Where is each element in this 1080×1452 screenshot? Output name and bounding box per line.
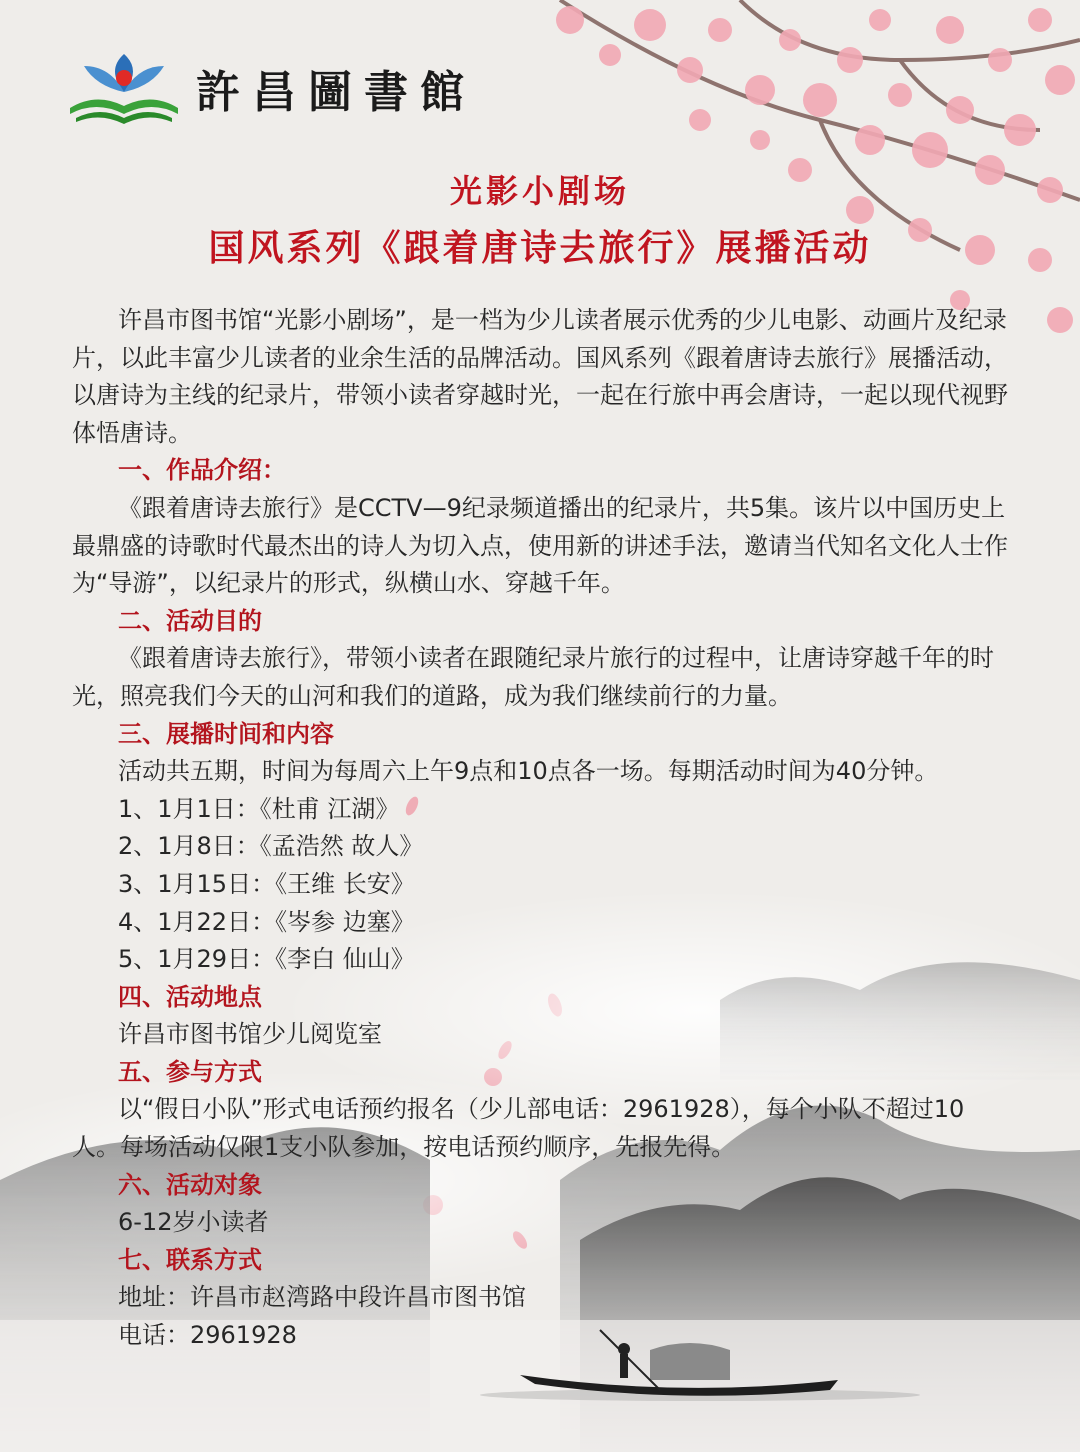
library-logo-text: 許昌圖書館 [196,67,476,118]
schedule-item: 2、1月8日：《孟浩然 故人》 [118,832,424,861]
schedule-item: 1、1月1日：《杜甫 江湖》 [118,794,400,823]
section-heading: 五、参与方式 [118,1057,262,1086]
schedule-item: 3、1月15日：《王维 长安》 [118,869,415,898]
section-paragraph: 《跟着唐诗去旅行》是CCTV—9纪录频道播出的纪录片，共5集。该片以中国历史上最鼎盛的诗歌时代最杰出的诗人为切入点，使用新的讲述手法，邀请当代知名文化人士作为“导游”，以纪录片的形式，纵横山水、穿越千年。 [72,493,1008,598]
article-body [72,302,1012,1355]
section-heading: 四、活动地点 [118,982,262,1011]
section-heading: 二、活动目的 [118,606,262,635]
section-paragraph: 《跟着唐诗去旅行》，带领小读者在跟随纪录片旅行的过程中，让唐诗穿越千年的时光，照亮我们今天的山河和我们的道路，成为我们继续前行的力量。 [72,644,994,710]
contact-phone: 电话：2961928 [118,1321,297,1350]
intro-paragraph: 许昌市图书馆“光影小剧场”，是一档为少儿读者展示优秀的少儿电影、动画片及纪录片，以此丰富少儿读者的业余生活的品牌活动。国风系列《跟着唐诗去旅行》展播活动，以唐诗为主线的纪录片，带领小读者穿越时光，一起在行旅中再会唐诗，一起以现代视野体悟唐诗。 [72,306,1008,447]
page-subtitle: 国风系列《跟着唐诗去旅行》展播活动 [208,228,872,269]
section-heading: 三、展播时间和内容 [118,719,334,748]
lotus-book-icon [66,48,182,130]
section-paragraph: 6-12岁小读者 [118,1208,269,1237]
page-title: 光影小剧场 [449,172,630,210]
section-paragraph: 许昌市图书馆少儿阅览室 [118,1020,382,1049]
cherry-branch-icon [560,0,1080,250]
section-heading: 一、作品介绍： [118,456,286,485]
section-heading: 六、活动对象 [118,1170,262,1199]
section-paragraph: 以“假日小队”形式电话预约报名（少儿部电话：2961928），每个小队不超过10人。每场活动仅限1支小队参加，按电话预约顺序，先报先得。 [72,1095,965,1162]
section-paragraph: 活动共五期，时间为每周六上午9点和10点各一场。每期活动时间为40分钟。 [118,757,939,786]
schedule-item: 5、1月29日：《李白 仙山》 [118,945,415,974]
schedule-item: 4、1月22日：《岑参 边塞》 [118,907,415,936]
section-heading: 七、联系方式 [118,1245,262,1274]
contact-address: 地址：许昌市赵湾路中段许昌市图书馆 [118,1283,526,1312]
